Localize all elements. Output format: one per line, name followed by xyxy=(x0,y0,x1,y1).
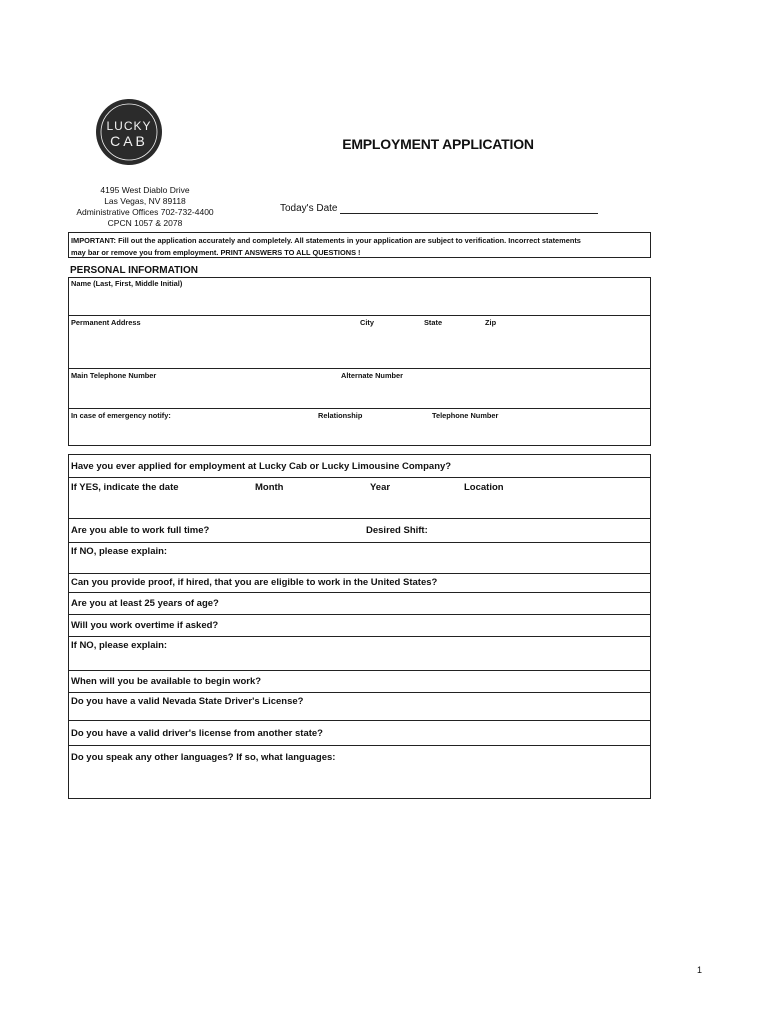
divider xyxy=(68,445,651,446)
divider xyxy=(68,614,651,615)
address-label: Permanent Address xyxy=(71,318,141,327)
city-label: City xyxy=(360,318,374,327)
name-label: Name (Last, First, Middle Initial) xyxy=(71,279,183,288)
overtime-question: Will you work overtime if asked? xyxy=(71,620,219,631)
relationship-label: Relationship xyxy=(318,411,363,420)
important-notice xyxy=(68,232,651,258)
month-label: Month xyxy=(255,482,284,493)
page-number: 1 xyxy=(697,965,703,975)
todays-date-label: Today's Date xyxy=(280,203,338,214)
lucky-cab-logo xyxy=(95,98,163,166)
nevada-license-question: Do you have a valid Nevada State Driver's License? xyxy=(71,696,304,707)
divider xyxy=(68,542,651,543)
divider xyxy=(68,592,651,593)
if-yes-date-label: If YES, indicate the date xyxy=(71,482,179,493)
divider xyxy=(68,670,651,671)
divider xyxy=(68,315,651,316)
year-label: Year xyxy=(370,482,391,493)
personal-info-heading: PERSONAL INFORMATION xyxy=(70,265,198,276)
location-label: Location xyxy=(464,482,504,493)
notice-line-2: may bar or remove you from employment. PRINT ANSWERS TO ALL QUESTIONS ! xyxy=(71,248,361,257)
alt-phone-label: Alternate Number xyxy=(341,371,404,380)
todays-date-field[interactable] xyxy=(340,213,598,214)
divider xyxy=(68,720,651,721)
divider xyxy=(68,368,651,369)
divider xyxy=(68,408,651,409)
logo-line-2: CAB xyxy=(110,133,148,149)
zip-label: Zip xyxy=(485,318,497,327)
if-no-explain-label: If NO, please explain: xyxy=(71,640,168,651)
divider xyxy=(68,745,651,746)
other-state-license-question: Do you have a valid driver's license from another state? xyxy=(71,728,323,739)
applied-date-field[interactable] xyxy=(69,495,650,518)
divider xyxy=(68,518,651,519)
applied-before-question: Have you ever applied for employment at Lucky Cab or Lucky Limousine Company? xyxy=(71,461,452,472)
company-address xyxy=(70,185,220,229)
divider xyxy=(68,477,651,478)
main-phone-label: Main Telephone Number xyxy=(71,371,157,380)
state-label: State xyxy=(424,318,443,327)
divider xyxy=(68,798,651,799)
languages-question: Do you speak any other languages? If so, what languages: xyxy=(71,752,336,763)
name-field[interactable] xyxy=(69,289,650,315)
page-title: EMPLOYMENT APPLICATION xyxy=(342,136,534,152)
if-no-explain-label: If NO, please explain: xyxy=(71,546,168,557)
address-line: Administrative Offices 702-732-4400 xyxy=(76,207,214,217)
address-line: CPCN 1057 & 2078 xyxy=(107,218,183,228)
divider xyxy=(68,692,651,693)
phone-field[interactable] xyxy=(69,381,650,408)
desired-shift-label: Desired Shift: xyxy=(366,525,428,536)
notice-line-1: IMPORTANT: Fill out the application accurately and completely. All statements in your application are subject to verification. Incorrect statements xyxy=(71,236,581,245)
availability-question: When will you be available to begin work? xyxy=(71,676,262,687)
age-question: Are you at least 25 years of age? xyxy=(71,598,219,609)
eligible-us-question: Can you provide proof, if hired, that you are eligible to work in the United States? xyxy=(71,577,438,588)
nevada-license-field[interactable] xyxy=(69,708,650,720)
overtime-explain-field[interactable] xyxy=(69,652,650,670)
address-line: 4195 West Diablo Drive xyxy=(100,185,190,195)
emergency-field[interactable] xyxy=(69,421,650,444)
divider xyxy=(68,573,651,574)
address-field[interactable] xyxy=(69,328,650,368)
emergency-phone-label: Telephone Number xyxy=(432,411,499,420)
address-line: Las Vegas, NV 89118 xyxy=(104,196,186,206)
logo-line-1: LUCKY xyxy=(106,119,152,133)
divider xyxy=(68,636,651,637)
full-time-explain-field[interactable] xyxy=(69,558,650,573)
languages-field[interactable] xyxy=(69,766,650,797)
emergency-label: In case of emergency notify: xyxy=(71,411,171,420)
full-time-question: Are you able to work full time? xyxy=(71,525,210,536)
